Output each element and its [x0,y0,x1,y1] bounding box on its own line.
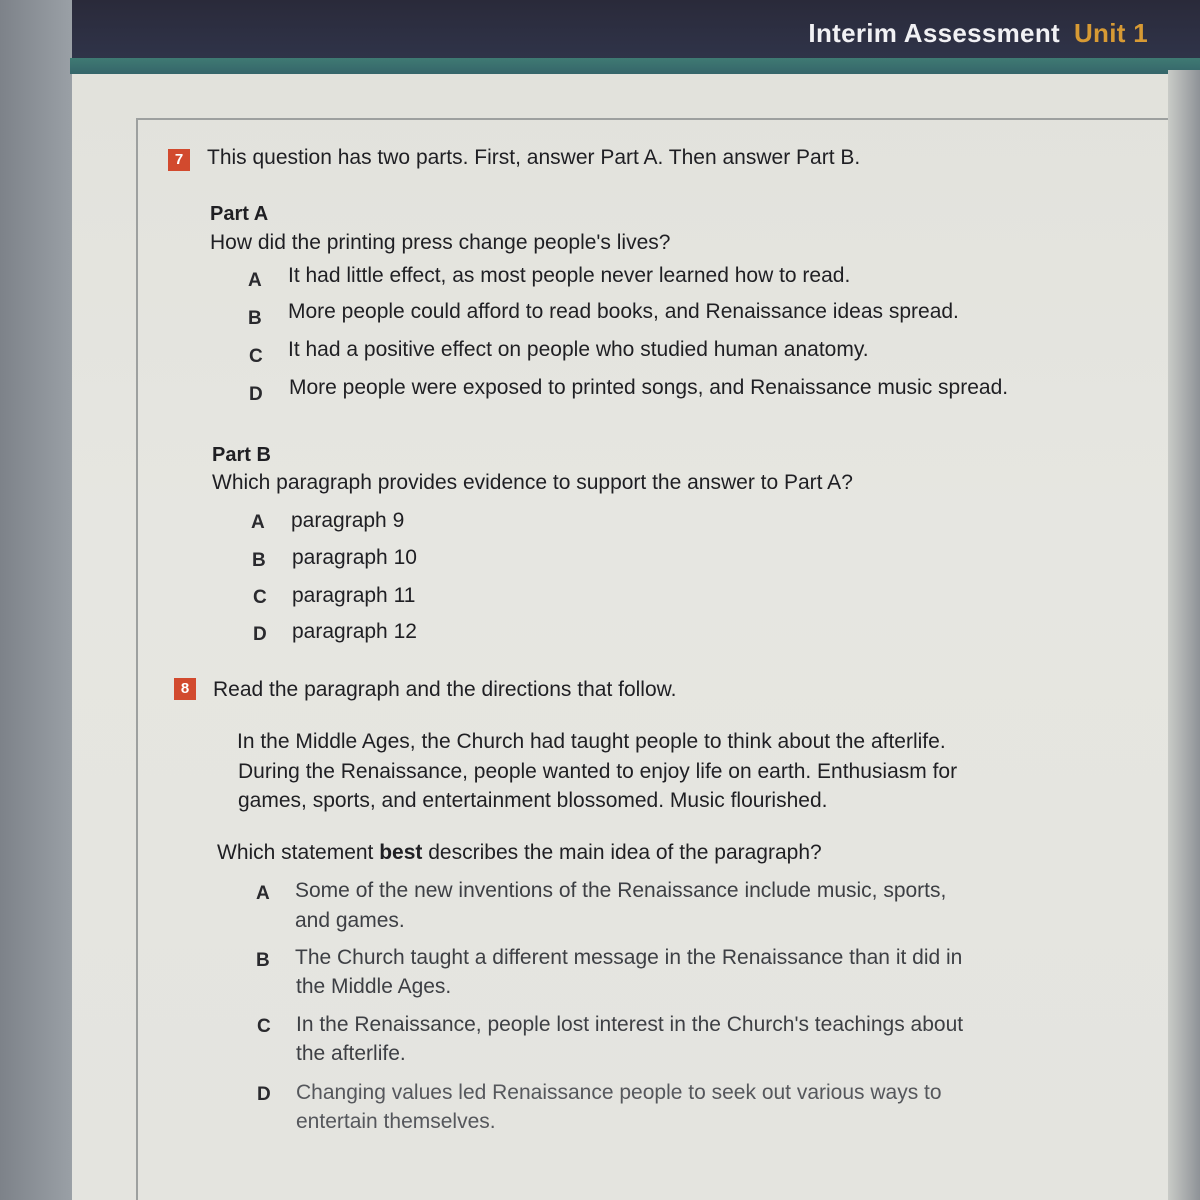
option-letter: B [252,550,266,571]
option-letter: A [256,883,270,904]
question-7-number: 7 [168,149,190,171]
part-a-label: Part A [210,203,269,225]
question-8-question [217,841,822,865]
option-letter: C [257,1016,271,1037]
option-text: More people were exposed to printed songs, and Renaissance music spread. [289,376,1009,399]
option-text-line: In the Renaissance, people lost interest in the Church's teachings about [296,1013,964,1036]
option-text: It had little effect, as most people never learned how to read. [288,264,851,287]
part-b-question: Which paragraph provides evidence to support the answer to Part A? [212,471,853,494]
option-text: paragraph 9 [291,509,405,532]
passage-line: games, sports, and entertainment blossomed. Music flourished. [238,789,828,812]
question-7-prompt: This question has two parts. First, answer Part A. Then answer Part B. [207,146,861,169]
question-emphasis: best [379,841,423,864]
option-text-line: The Church taught a different message in the Renaissance than it did in [295,946,963,969]
option-letter: C [249,346,263,367]
question-text-end: describes the main idea of the paragraph? [422,841,822,864]
option-text: It had a positive effect on people who studied human anatomy. [288,338,869,361]
part-a-question: How did the printing press change people's lives? [210,231,671,254]
question-8-prompt: Read the paragraph and the directions that follow. [213,678,677,701]
option-letter: C [253,587,267,608]
question-text-start: Which statement [217,841,380,864]
unit-label: Unit 1 [1073,18,1148,48]
option-letter: D [257,1084,271,1105]
assessment-title: Interim Assessment [808,18,1060,48]
option-text: paragraph 11 [292,584,416,607]
option-text-line: entertain themselves. [296,1110,496,1133]
passage-line: In the Middle Ages, the Church had taught people to think about the afterlife. [237,730,946,753]
option-text-line: Changing values led Renaissance people to seek out various ways to [296,1081,942,1104]
passage-line: During the Renaissance, people wanted to enjoy life on earth. Enthusiasm for [238,760,958,783]
option-text: More people could afford to read books, and Renaissance ideas spread. [288,300,959,323]
option-text-line: and games. [295,909,405,932]
option-letter: B [256,950,270,971]
part-b-label: Part B [212,444,271,466]
option-text: paragraph 12 [292,620,417,643]
question-8-number: 8 [174,678,196,700]
option-letter: B [248,308,262,329]
option-text-line: the Middle Ages. [296,975,452,998]
option-letter: A [248,270,262,291]
option-letter: A [251,512,265,533]
option-text-line: Some of the new inventions of the Renaissance include music, sports, [295,879,947,902]
option-letter: D [249,384,263,405]
option-text: paragraph 10 [292,546,417,569]
option-text-line: the afterlife. [296,1042,406,1065]
option-letter: D [253,624,267,645]
